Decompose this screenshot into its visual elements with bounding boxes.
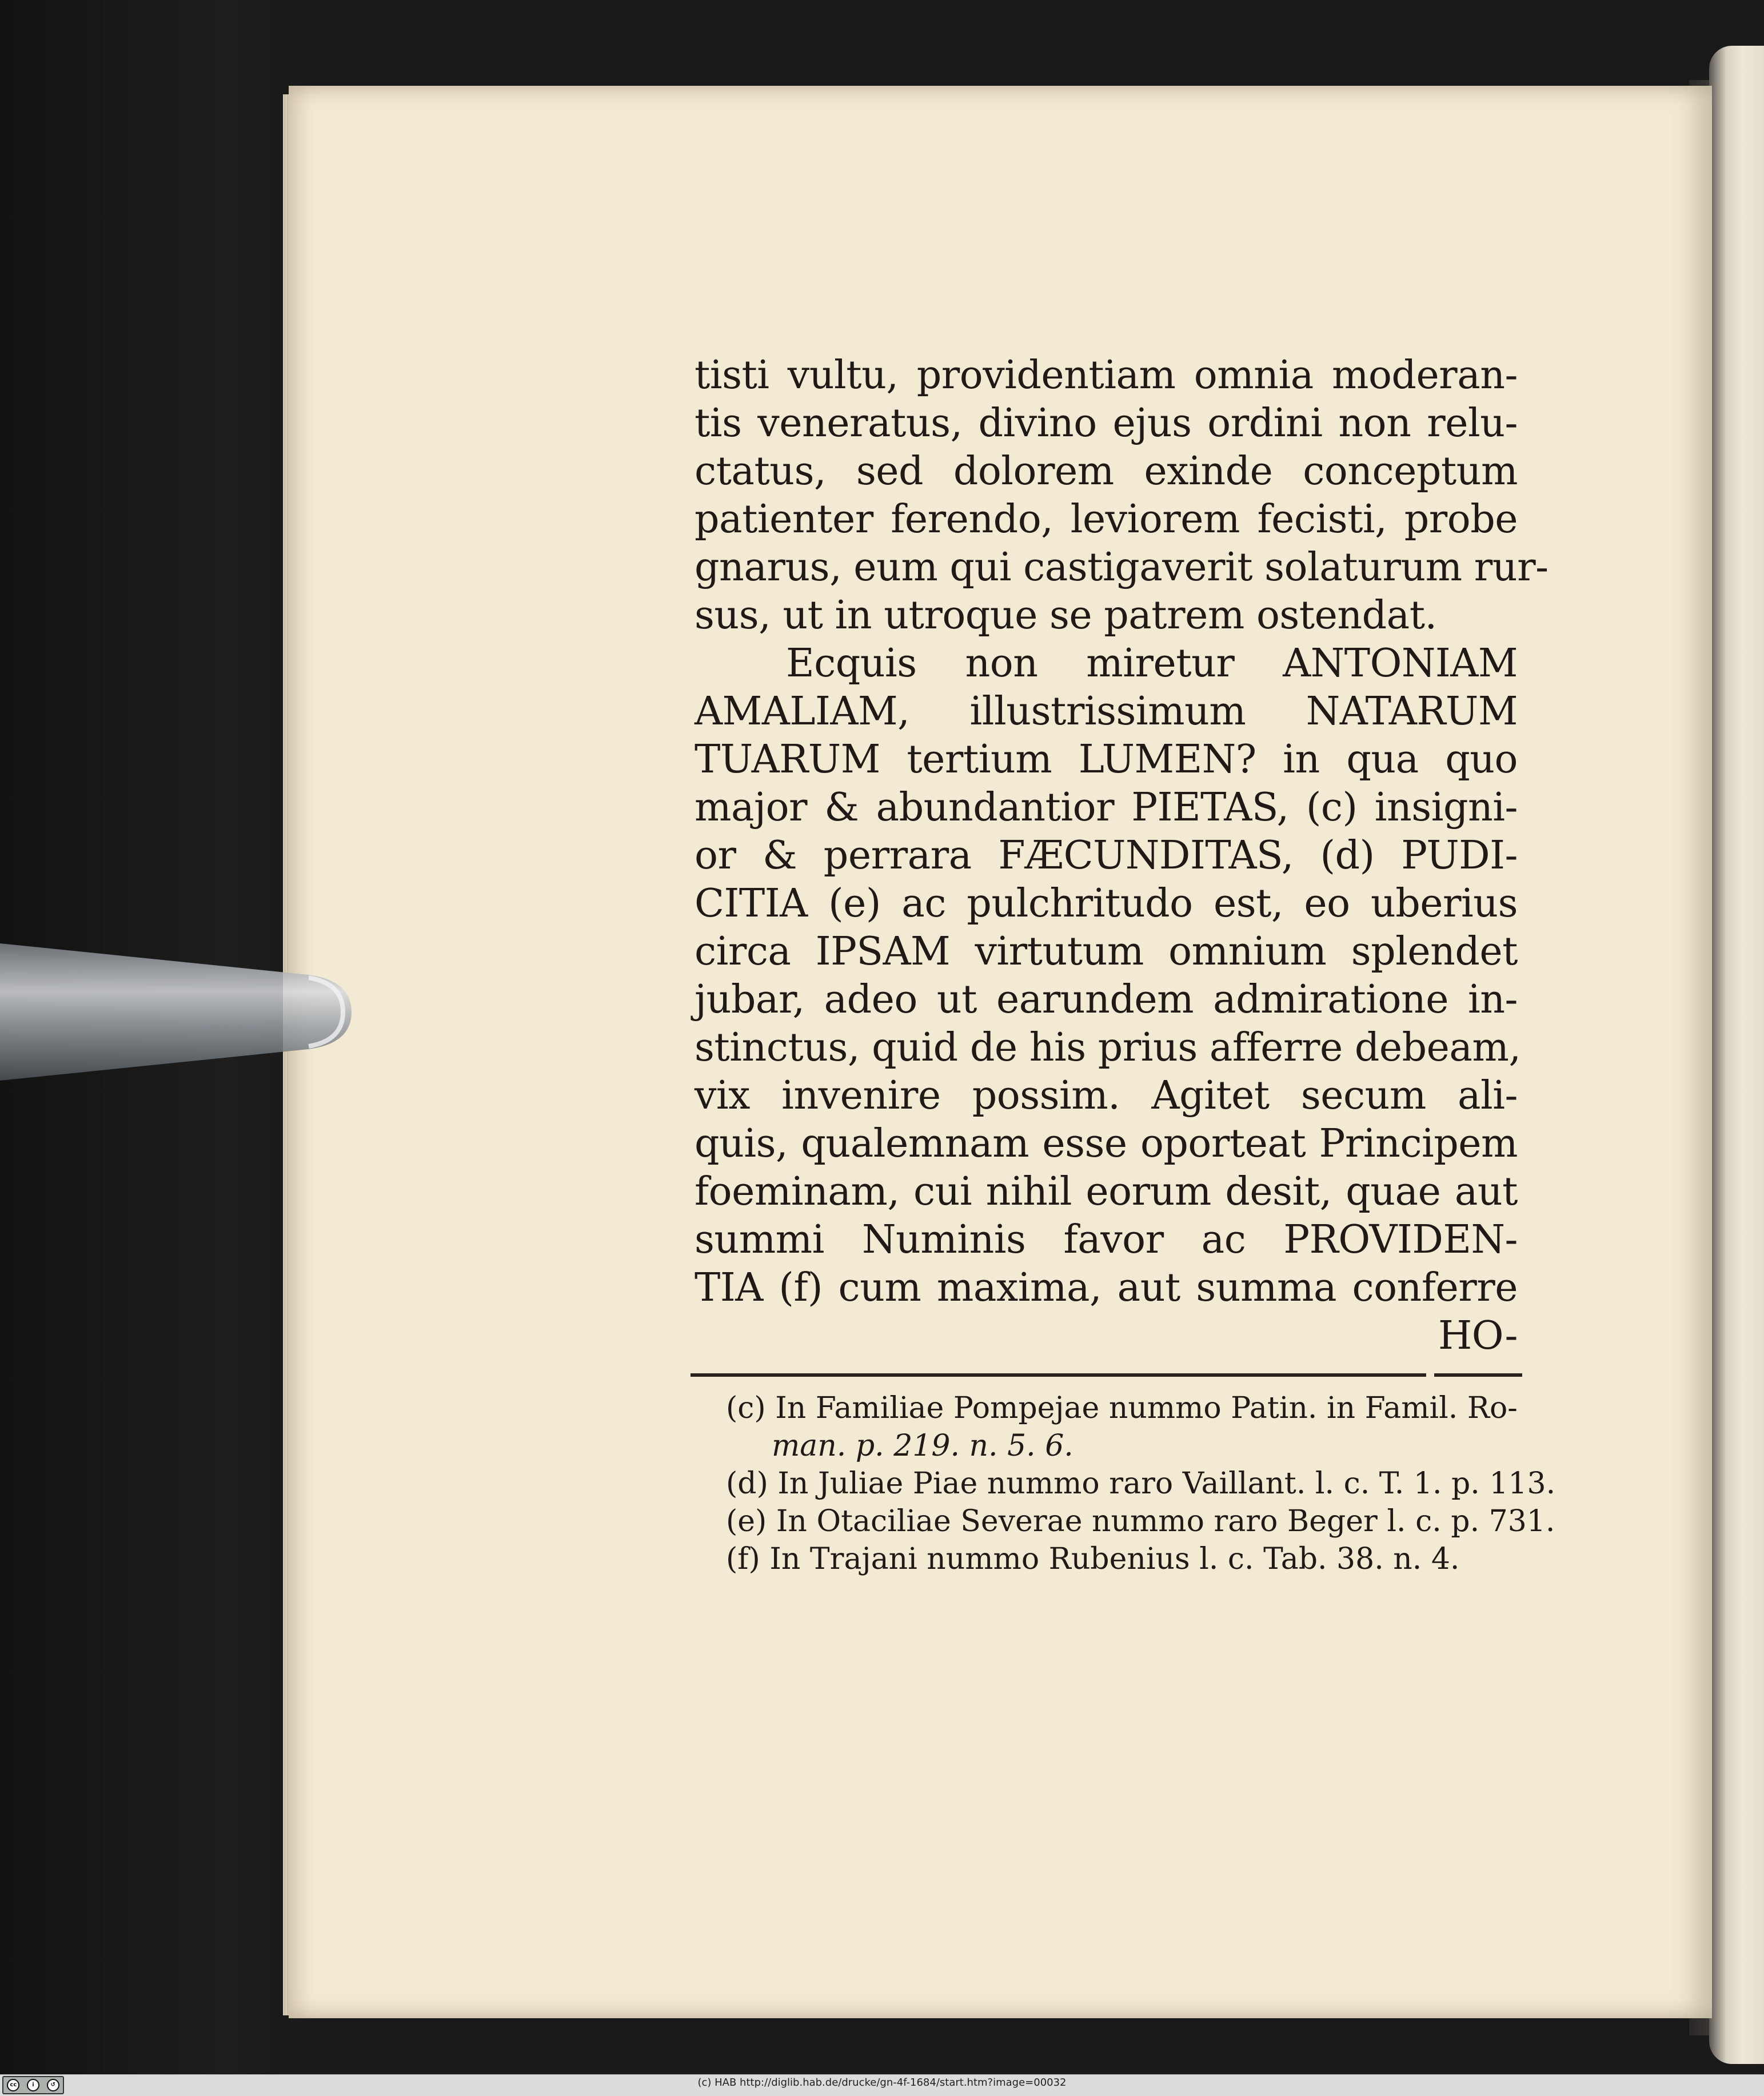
book-edge-right <box>1709 46 1764 2064</box>
footnote-d: (d) In Juliae Piae nummo raro Vaillant. l. c. T. 1. p. 113. <box>726 1467 1556 1501</box>
by-icon: i <box>27 2079 39 2091</box>
text-line: jubar, adeo ut earundem admiratione in- <box>695 977 1518 1022</box>
text-line: vix invenire possim. Agitet secum ali- <box>695 1073 1518 1118</box>
footnote-rule <box>691 1373 1522 1377</box>
footnotes <box>726 1389 1556 1578</box>
text-line: patienter ferendo, leviorem fecisti, probe <box>695 497 1518 542</box>
footnote-rule-gap <box>1426 1371 1434 1379</box>
text-line: AMALIAM, illustrissimum NATARUM <box>695 689 1518 734</box>
text-line: TIA (f) cum maxima, aut summa conferre <box>695 1265 1518 1310</box>
text-line: major & abundantior PIETAS, (c) insigni- <box>695 785 1518 830</box>
text-line: summi Numinis favor ac PROVIDEN- <box>695 1217 1518 1262</box>
text-line: TUARUM tertium LUMEN? in qua quo <box>695 737 1518 782</box>
cc-icon: cc <box>7 2079 19 2091</box>
text-line: gnarus, eum qui castigaverit solaturum rur- <box>695 545 1549 590</box>
footnote-f: (f) In Trajani nummo Rubenius l. c. Tab. 38. n. 4. <box>726 1542 1460 1576</box>
footnote-e: (e) In Otaciliae Severae nummo raro Beger l. c. p. 731. <box>726 1504 1555 1539</box>
text-line: CITIA (e) ac pulchritudo est, eo uberius <box>695 881 1518 926</box>
main-text <box>695 352 1549 1360</box>
footnote-c: (c) In Familiae Pompejae nummo Patin. in Famil. Ro- <box>726 1391 1518 1425</box>
source-line[interactable]: (c) HAB http://diglib.hab.de/drucke/gn-4f-1684/start.htm?image=00032 <box>697 2077 1067 2089</box>
text-line: sus, ut in utroque se patrem ostendat. <box>695 593 1437 638</box>
text-line: stinctus, quid de his prius afferre debeam, <box>695 1025 1521 1070</box>
catchword: HO- <box>1438 1313 1518 1358</box>
text-line: foeminam, cui nihil eorum desit, quae aut <box>695 1169 1518 1214</box>
text-line: tisti vultu, providentiam omnia moderan- <box>695 353 1518 398</box>
sa-icon: ↺ <box>47 2079 59 2091</box>
plastic-clip <box>0 909 354 1115</box>
footnote-c-continued: man. p. 219. n. 5. 6. <box>772 1429 1073 1463</box>
text-line: ctatus, sed dolorem exinde conceptum <box>695 449 1518 494</box>
text-line: tis veneratus, divino ejus ordini non relu- <box>695 401 1518 446</box>
text-line: quis, qualemnam esse oporteat Principem <box>695 1121 1518 1166</box>
text-line: Ecquis non miretur ANTONIAM <box>786 641 1518 686</box>
text-line: or & perrara FÆCUNDITAS, (d) PUDI- <box>695 833 1518 878</box>
text-line: circa IPSAM virtutum omnium splendet <box>695 929 1518 974</box>
